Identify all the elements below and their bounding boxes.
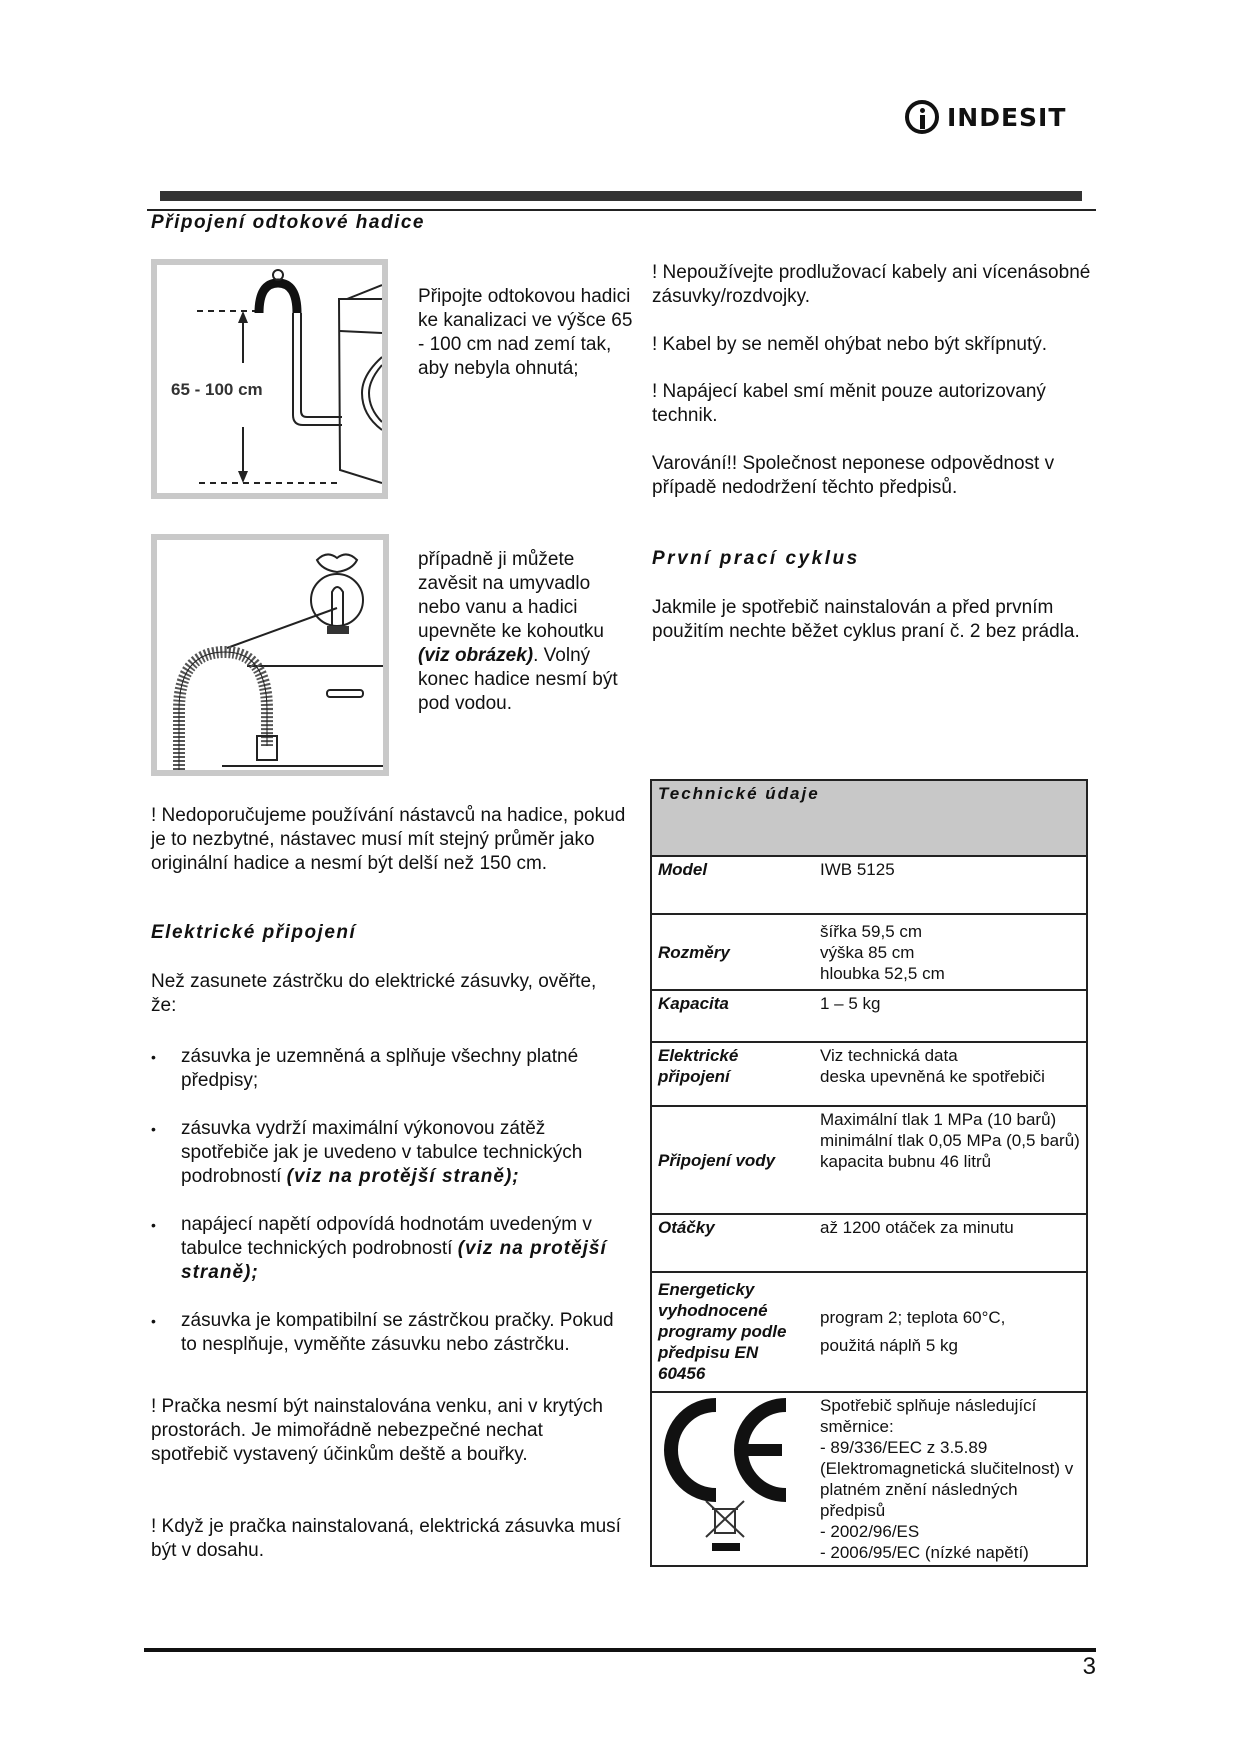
table-row: Kapacita 1 – 5 kg: [651, 990, 1087, 1042]
capacity-value: 1 – 5 kg: [814, 990, 1087, 1042]
outdoor-warning: ! Pračka nesmí být nainstalována venku, ani v krytých prostorách. Je mimořádně nebezpečné nechat spotřebič vystavený účinkům deště a bouřky.: [151, 1396, 603, 1465]
weee-crossed-bin-icon: [706, 1501, 744, 1551]
checklist-item: • zásuvka vydrží maximální výkonovou zátěž spotřebiče jak je uvedeno v tabulce technických podrobností (viz na protější straně);: [151, 1117, 631, 1189]
directives-value: Spotřebič splňuje následující směrnice: - 89/336/EEC z 3.5.89 (Elektromagnetická slučitelnost) v platném znění následných předpisů - 2002/96/ES - 2006/95/EC (nízké napětí): [814, 1392, 1087, 1566]
liability-warning: Varování!! Společnost neponese odpovědnost v případě nedodržení těchto předpisů.: [652, 453, 1055, 498]
electric-value: Viz technická data deska upevněná ke spotřebiči: [814, 1042, 1087, 1106]
technical-data-table: [650, 779, 1088, 1567]
first-cycle-text: Jakmile je spotřebič nainstalován a před prvním použitím nechte běžet cyklus praní č. 2 bez prádla.: [652, 597, 1080, 642]
reach-warning: ! Když je pračka nainstalovaná, elektrická zásuvka musí být v dosahu.: [151, 1516, 621, 1561]
table-row: [651, 1392, 1087, 1566]
certification-marks: [651, 1392, 814, 1566]
table-row: Rozměry šířka 59,5 cm výška 85 cm hloubka 52,5 cm: [651, 914, 1087, 990]
water-value: Maximální tlak 1 MPa (10 barů) minimální tlak 0,05 MPa (0,5 barů) kapacita bubnu 46 litrů: [814, 1106, 1087, 1214]
cable-warning-3: ! Napájecí kabel smí měnit pouze autorizovaný technik.: [652, 381, 1046, 426]
spin-value: až 1200 otáček za minutu: [814, 1214, 1087, 1272]
table-row: Model IWB 5125: [651, 856, 1087, 914]
page-number: 3: [1082, 1653, 1096, 1680]
table-title: Technické údaje: [651, 780, 1087, 856]
see-figure-ref: (viz obrázek): [418, 645, 534, 666]
header-rule-thick: [160, 191, 1082, 201]
dimensions-value: šířka 59,5 cm výška 85 cm hloubka 52,5 cm: [814, 914, 1087, 990]
checklist-item: • napájecí napětí odpovídá hodnotám uvedeným v tabulce technických podrobností (viz na protější straně);: [151, 1213, 631, 1285]
cable-warning-1: ! Nepoužívejte prodlužovací kabely ani vícenásobné zásuvky/rozdvojky.: [652, 262, 1091, 307]
ce-mark-icon: [658, 1397, 798, 1557]
section-title-drain: Připojení odtokové hadice: [151, 212, 425, 233]
hose-hook-illustration: [157, 540, 383, 770]
drain-height-figure: [151, 259, 388, 499]
header-rule-thin: [147, 209, 1096, 211]
cable-warning-2: ! Kabel by se neměl ohýbat nebo být skřípnutý.: [652, 334, 1048, 355]
energy-program-value: program 2; teplota 60°C, použitá náplň 5 kg: [814, 1272, 1087, 1392]
electric-checklist: [151, 1045, 631, 1381]
section-title-first-cycle: První prací cyklus: [652, 548, 860, 569]
indesit-logo: [905, 96, 1085, 138]
drain-hose-height-illustration: [157, 265, 382, 493]
section-title-electric: Elektrické připojení: [151, 922, 357, 943]
checklist-item: • zásuvka je uzemněná a splňuje všechny platné předpisy;: [151, 1045, 631, 1093]
model-value: IWB 5125: [814, 856, 1087, 914]
table-row: Energeticky vyhodnocené programy podle předpisu EN 60456 program 2; teplota 60°C, použitá náplň 5 kg: [651, 1272, 1087, 1392]
logo-wordmark: INDESIT: [947, 102, 1067, 132]
hose-hook-text: případně ji můžete zavěsit na umyvadlo nebo vanu a hadici upevněte ke kohoutku (viz obrázek). Volný konec hadice nesmí být pod vodou.: [418, 549, 618, 714]
electric-intro: Než zasunete zástrčku do elektrické zásuvky, ověřte, že:: [151, 971, 597, 1016]
table-row: Otáčky až 1200 otáček za minutu: [651, 1214, 1087, 1272]
hose-over-sink-figure: [151, 534, 389, 776]
table-row: Elektrické připojení Viz technická data deska upevněná ke spotřebiči: [651, 1042, 1087, 1106]
table-header-row: [651, 780, 1087, 856]
info-i-icon: [905, 100, 939, 134]
table-row: Připojení vody Maximální tlak 1 MPa (10 barů) minimální tlak 0,05 MPa (0,5 barů) kapacita bubnu 46 litrů: [651, 1106, 1087, 1214]
extension-warning: ! Nedoporučujeme používání nástavců na hadice, pokud je to nezbytné, nástavec musí mít stejný průměr jako originální hadice a nesmí být delší než 150 cm.: [151, 805, 626, 874]
drain-instruction-text: Připojte odtokovou hadici ke kanalizaci ve výšce 65 - 100 cm nad zemí tak, aby nebyla ohnutá;: [418, 286, 633, 379]
checklist-item: • zásuvka je kompatibilní se zástrčkou pračky. Pokud to nesplňuje, vyměňte zásuvku nebo zástrčku.: [151, 1309, 631, 1357]
height-range-label: 65 - 100 cm: [171, 380, 263, 399]
footer-rule: [144, 1648, 1096, 1652]
